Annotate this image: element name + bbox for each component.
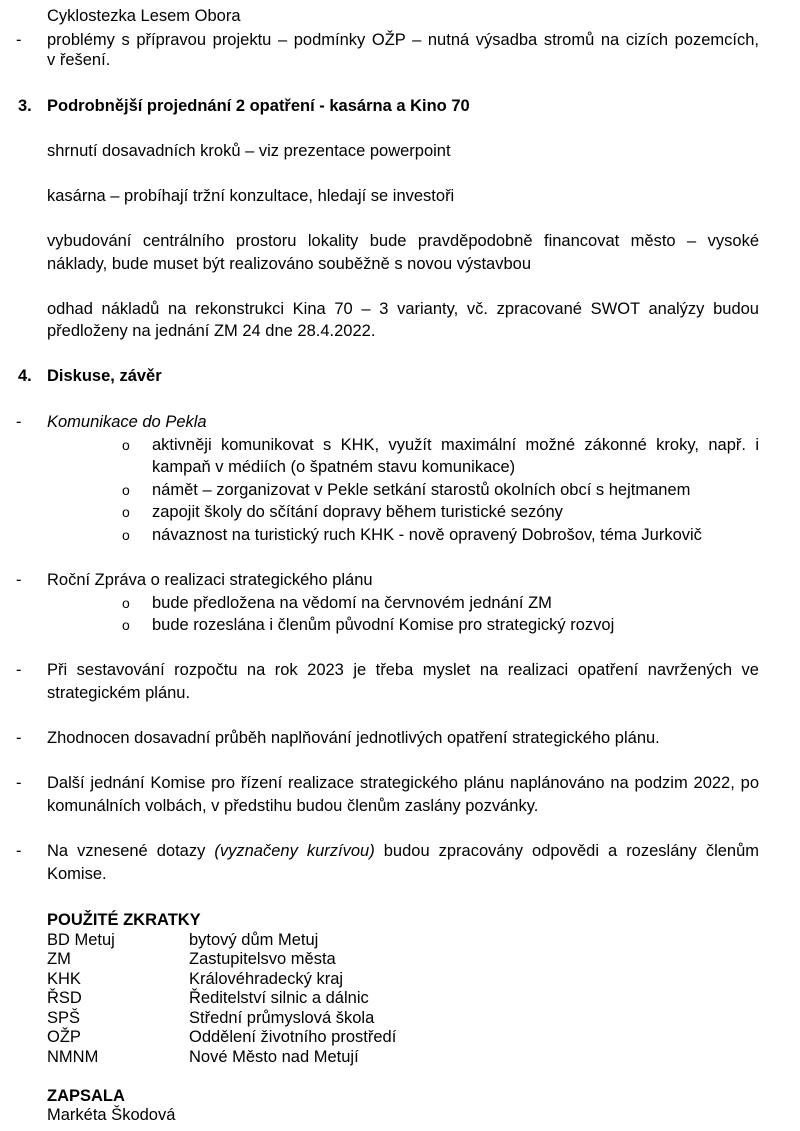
bullet-circle: o xyxy=(122,482,130,498)
bullet-circle: o xyxy=(122,527,130,543)
subsection-title: Roční Zpráva o realizaci strategického plánu xyxy=(47,571,373,589)
bullet-circle: o xyxy=(122,437,130,453)
list-item: kampaň v médiích (o špatném stavu komunikace) xyxy=(152,458,516,476)
section-heading: Podrobnější projednání 2 opatření - kasárna a Kino 70 xyxy=(47,97,470,115)
paragraph-line xyxy=(47,841,759,861)
bullet-circle: o xyxy=(122,595,130,611)
bullet-dash: - xyxy=(16,571,22,589)
list-item: námět – zorganizovat v Pekle setkání starostů okolních obcí s hejtmanem xyxy=(152,481,691,499)
paragraph-line: Komise. xyxy=(47,865,107,883)
abbreviation-key: ŘSD xyxy=(47,989,82,1007)
paragraph-line: vybudování centrálního prostoru lokality bude pravděpodobně financovat město – vysoké xyxy=(47,232,759,250)
paragraph-line: odhad nákladů na rekonstrukci Kina 70 – 3 varianty, vč. zpracované SWOT analýzy budou xyxy=(47,300,759,318)
signature-name: Markéta Škodová xyxy=(47,1106,176,1124)
paragraph-line: problémy s přípravou projektu – podmínky OŽP – nutná výsadba stromů na cizích pozemcích, xyxy=(47,31,759,49)
paragraph-line: Zhodnocen dosavadní průběh naplňování jednotlivých opatření strategického plánu. xyxy=(47,729,660,747)
text-run: Na vznesené dotazy xyxy=(47,842,206,860)
abbreviation-value: bytový dům Metuj xyxy=(189,931,319,949)
bullet-dash: - xyxy=(16,31,22,49)
abbreviations-title: POUŽITÉ ZKRATKY xyxy=(47,911,201,929)
list-item: zapojit školy do sčítání dopravy během turistické sezóny xyxy=(152,503,563,521)
list-item: bude rozeslána i členům původní Komise pro strategický rozvoj xyxy=(152,616,615,634)
list-item: bude předložena na vědomí na červnovém jednání ZM xyxy=(152,594,552,612)
abbreviation-key: OŽP xyxy=(47,1028,81,1046)
paragraph-line: Další jednání Komise pro řízení realizace strategického plánu naplánováno na podzim 2022, po xyxy=(47,774,759,792)
section-number: 4. xyxy=(18,367,32,385)
bullet-dash: - xyxy=(16,842,22,860)
bullet-circle: o xyxy=(122,504,130,520)
bullet-dash: - xyxy=(16,729,22,747)
paragraph-line: předloženy na jednání ZM 24 dne 28.4.2022. xyxy=(47,322,376,340)
text-run: budou zpracovány odpovědi a rozeslány členům xyxy=(383,842,760,860)
section-heading: Diskuse, závěr xyxy=(47,367,162,385)
subsection-title: Komunikace do Pekla xyxy=(47,413,207,431)
project-title: Cyklostezka Lesem Obora xyxy=(47,7,241,25)
list-item: návaznost na turistický ruch KHK - nově opravený Dobrošov, téma Jurkovič xyxy=(152,526,702,544)
paragraph-line: kasárna – probíhají tržní konzultace, hledají se investoři xyxy=(47,187,455,205)
paragraph-line: Při sestavování rozpočtu na rok 2023 je třeba myslet na realizaci opatření navržených ve xyxy=(47,661,759,679)
italic-text-run: (vyznačeny kurzívou) xyxy=(214,842,375,860)
bullet-dash: - xyxy=(16,661,22,679)
abbreviation-value: Nové Město nad Metují xyxy=(189,1048,359,1066)
abbreviation-key: ZM xyxy=(47,950,71,968)
abbreviation-value: Královéhradecký kraj xyxy=(189,970,344,988)
abbreviation-key: NMNM xyxy=(47,1048,99,1066)
abbreviation-key: KHK xyxy=(47,970,81,988)
abbreviation-key: SPŠ xyxy=(47,1009,81,1027)
abbreviation-value: Oddělení životního prostředí xyxy=(189,1028,397,1046)
list-item: aktivněji komunikovat s KHK, využít maximální možné zákonné kroky, např. i xyxy=(152,436,759,454)
abbreviation-value: Střední průmyslová škola xyxy=(189,1009,375,1027)
section-number: 3. xyxy=(18,97,32,115)
abbreviation-value: Zastupitelsvo města xyxy=(189,950,336,968)
paragraph-line: v řešení. xyxy=(47,51,111,69)
abbreviation-value: Ředitelství silnic a dálnic xyxy=(189,989,369,1007)
paragraph-line: komunálních volbách, v předstihu budou členům zaslány pozvánky. xyxy=(47,797,539,815)
bullet-circle: o xyxy=(122,617,130,633)
abbreviation-key: BD Metuj xyxy=(47,931,115,949)
bullet-dash: - xyxy=(16,774,22,792)
paragraph-line: strategickém plánu. xyxy=(47,684,191,702)
paragraph-line: náklady, bude muset být realizováno souběžně s novou výstavbou xyxy=(47,255,531,273)
bullet-dash: - xyxy=(16,413,22,431)
paragraph-line: shrnutí dosavadních kroků – viz prezentace powerpoint xyxy=(47,142,451,160)
signature-title: ZAPSALA xyxy=(47,1087,125,1105)
